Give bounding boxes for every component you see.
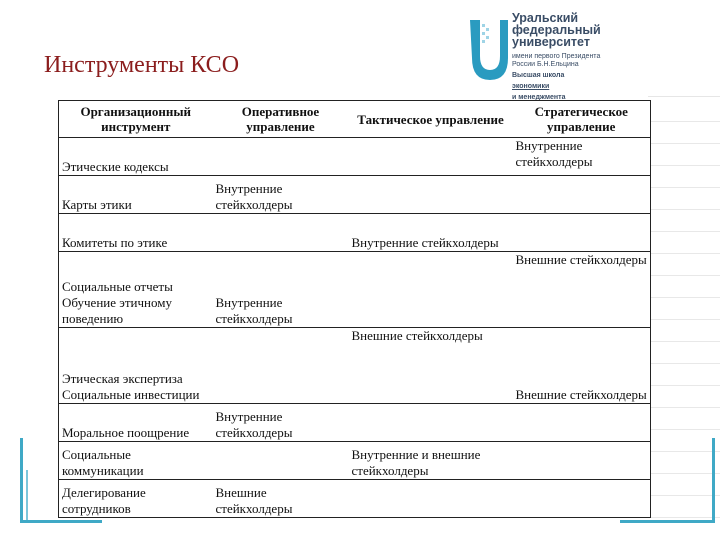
table-cell: Социальные отчеты Обучение этичному поведению [62, 279, 173, 326]
decorative-grid [650, 100, 720, 520]
decorative-bar [26, 470, 28, 522]
table-cell [513, 176, 651, 214]
table-cell [513, 404, 651, 442]
table-cell [349, 252, 513, 328]
table-cell [349, 176, 513, 214]
column-header: Организационный инструмент [80, 104, 192, 134]
table-cell: Карты этики [62, 197, 132, 212]
university-logo [466, 12, 716, 100]
table-cell: Внутренние стейкхолдеры [215, 181, 293, 212]
decorative-bar [712, 438, 715, 522]
table-cell: Этическая экспертиза Социальные инвестиции [62, 371, 200, 402]
logo-subtext: и менеджмента [512, 94, 566, 101]
table-cell: Внутренние и внешние стейкхолдеры [351, 447, 481, 478]
table-row [59, 214, 651, 252]
table-row [59, 176, 651, 214]
column-header: Стратегическое управление [534, 104, 628, 134]
slide-title: Инструменты КСО [44, 52, 240, 78]
decorative-bar [620, 520, 715, 523]
logo-text: федеральный [512, 23, 601, 37]
table-cell: Внутренние стейкхолдеры [215, 409, 293, 440]
table-cell: Внешние стейкхолдеры [515, 252, 647, 267]
table-cell [213, 442, 349, 480]
table-cell [349, 138, 513, 176]
table-row [59, 404, 651, 442]
table-cell: Внутренние стейкхолдеры [215, 295, 293, 326]
table-cell [213, 328, 349, 404]
decorative-bar [20, 520, 102, 523]
logo-subtext: России Б.Н.Ельцина [512, 61, 579, 68]
table-row [59, 480, 651, 518]
table-cell: Моральное поощрение [62, 425, 190, 440]
table-cell: Внутренние стейкхолдеры [351, 235, 499, 250]
table-cell [349, 480, 513, 518]
table-cell: Комитеты по этике [62, 235, 168, 250]
logo-text: университет [512, 35, 590, 49]
table-cell: Внутренние стейкхолдеры [515, 138, 593, 169]
table-header-row [59, 101, 651, 138]
logo-subtext: имени первого Президента [512, 53, 601, 60]
table-row [59, 442, 651, 480]
table-cell [513, 214, 651, 252]
table-row [59, 328, 651, 404]
table-cell [513, 480, 651, 518]
table-cell [213, 214, 349, 252]
column-header: Тактическое управление [357, 111, 504, 127]
table-cell: Делегирование сотрудников [62, 485, 146, 516]
table-cell [213, 138, 349, 176]
urfu-logo-icon [466, 16, 510, 86]
column-header: Оперативное управление [241, 104, 320, 134]
csr-tools-table [58, 100, 651, 518]
table-cell: Внешние стейкхолдеры [515, 387, 647, 402]
table-cell: Социальные коммуникации [62, 447, 144, 478]
table-row [59, 138, 651, 176]
table-cell: Этические кодексы [62, 159, 169, 174]
table-cell: Внешние стейкхолдеры [351, 328, 483, 343]
table-row [59, 252, 651, 328]
logo-text: Уральский [512, 11, 579, 25]
table-cell [349, 404, 513, 442]
decorative-bar [20, 438, 23, 522]
table-cell: Внешние стейкхолдеры [215, 485, 293, 516]
logo-subtext: Высшая школа [512, 72, 565, 79]
table-cell [513, 442, 651, 480]
logo-subtext: экономики [512, 83, 550, 90]
